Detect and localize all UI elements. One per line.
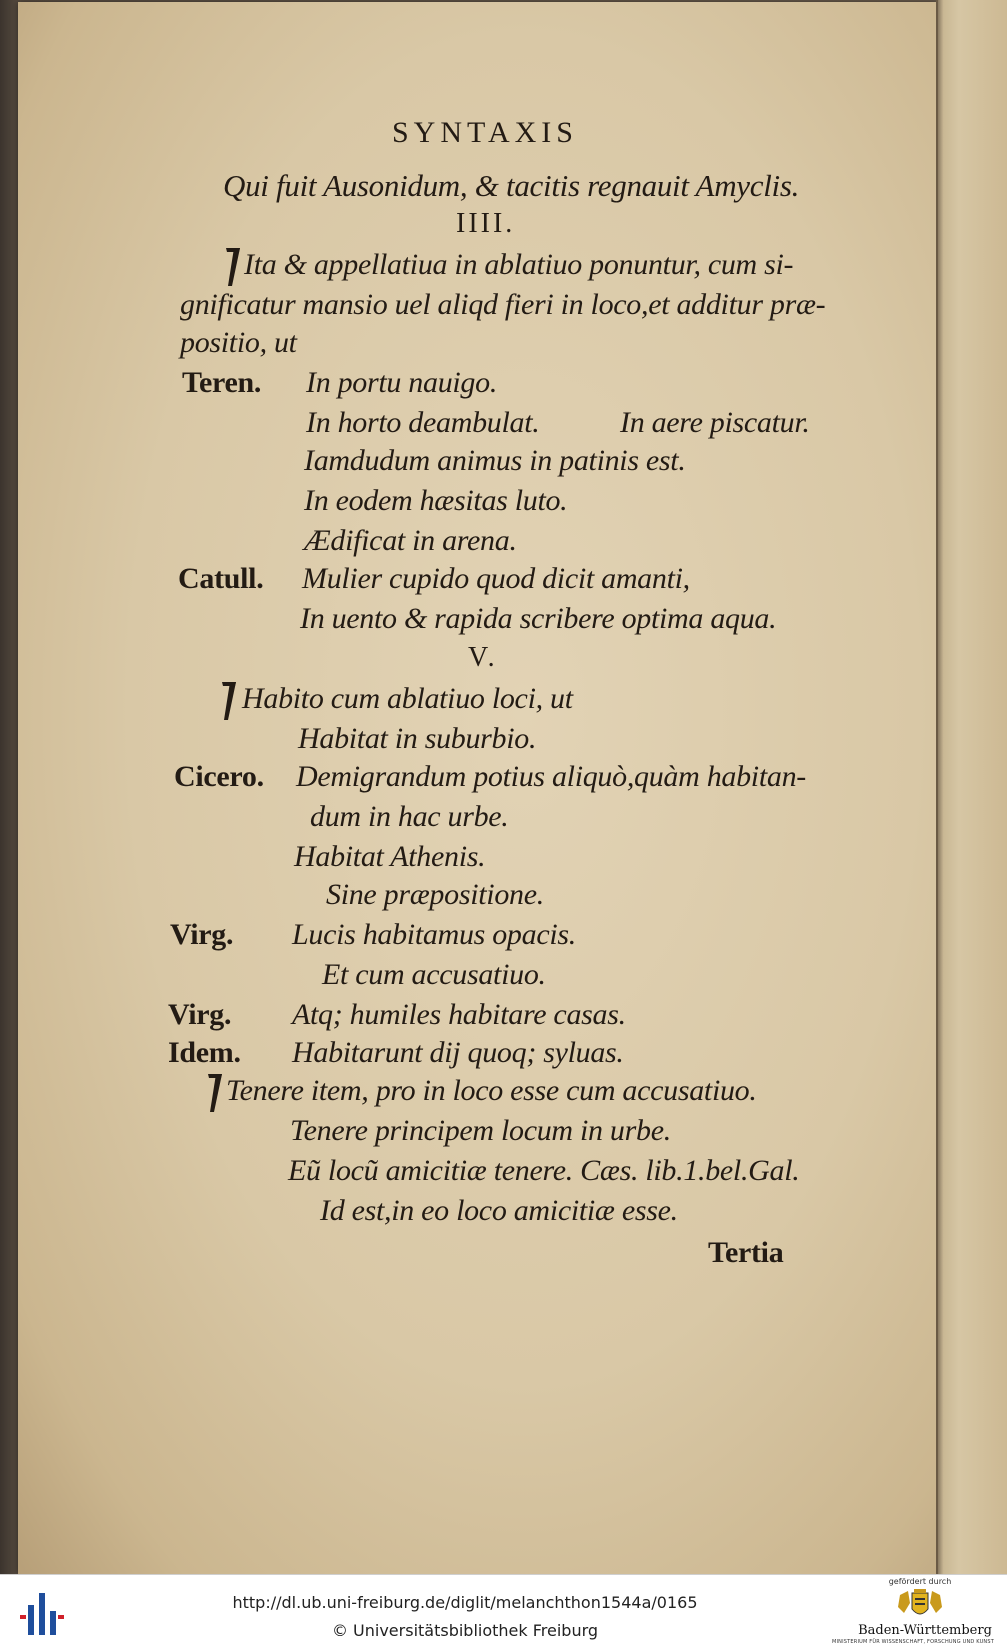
rule-line: gnificatur mansio uel aliqd fieri in loco,et additur præ- bbox=[180, 288, 826, 321]
pilcrow-icon bbox=[220, 246, 242, 288]
book-page bbox=[18, 2, 938, 1574]
copyright-text: © Universitätsbibliothek Freiburg bbox=[331, 1621, 599, 1640]
example-line: dum in hac urbe. bbox=[310, 800, 509, 833]
pilcrow-icon bbox=[216, 680, 238, 722]
author-label: Catull. bbox=[178, 562, 264, 595]
example-line: Mulier cupido quod dicit amanti, bbox=[302, 562, 690, 595]
example-line: Iamdudum animus in patinis est. bbox=[304, 444, 686, 477]
example-line: In eodem hæsitas luto. bbox=[304, 484, 568, 517]
example-line: Habitat Athenis. bbox=[294, 840, 486, 873]
footer-bar bbox=[0, 1574, 1007, 1649]
author-label: Teren. bbox=[182, 366, 262, 399]
verse-line: Qui fuit Ausonidum, & tacitis regnauit Amyclis. bbox=[223, 168, 800, 203]
example-line: In uento & rapida scribere optima aqua. bbox=[300, 602, 777, 635]
example-line: Habitat in suburbio. bbox=[298, 722, 537, 755]
rule-line: Habito cum ablatiuo loci, ut bbox=[242, 682, 573, 715]
page-url[interactable]: http://dl.ub.uni-freiburg.de/diglit/melanchthon1544a/0165 bbox=[232, 1593, 698, 1612]
example-line: In aere piscatur. bbox=[620, 406, 810, 439]
author-label: Virg. bbox=[170, 918, 234, 951]
funder-name: Baden-Württemberg bbox=[858, 1623, 992, 1638]
funding-label: gefördert durch bbox=[888, 1577, 952, 1586]
catchword: Tertia bbox=[708, 1236, 784, 1269]
author-label: Cicero. bbox=[174, 760, 264, 793]
example-line: Demigrandum potius aliquò,quàm habitan- bbox=[296, 760, 806, 793]
author-label: Idem. bbox=[168, 1036, 241, 1069]
example-line: Sine præpositione. bbox=[326, 878, 544, 911]
section-number: V. bbox=[468, 642, 498, 673]
section-number: IIII. bbox=[456, 208, 516, 239]
example-line: Ædificat in arena. bbox=[304, 524, 517, 557]
funder-subtitle: MINISTERIUM FÜR WISSENSCHAFT, FORSCHUNG UND KUNST bbox=[831, 1639, 995, 1645]
example-line: In portu nauigo. bbox=[306, 366, 498, 399]
example-line: Id est,in eo loco amicitiæ esse. bbox=[320, 1194, 678, 1227]
rule-line: Ita & appellatiua in ablatiuo ponuntur, cum si- bbox=[244, 248, 794, 281]
example-line: Eũ locũ amicitiæ tenere. Cæs. lib.1.bel.Gal. bbox=[288, 1154, 800, 1187]
rule-line: positio, ut bbox=[180, 326, 297, 359]
example-line: In horto deambulat. bbox=[306, 406, 540, 439]
baden-wuerttemberg-arms-icon bbox=[894, 1589, 946, 1621]
example-line: Atq; humiles habitare casas. bbox=[292, 998, 626, 1031]
example-line: Tenere principem locum in urbe. bbox=[290, 1114, 671, 1147]
pilcrow-icon bbox=[202, 1072, 224, 1114]
running-head: SYNTAXIS bbox=[392, 116, 578, 149]
ub-freiburg-logo-icon bbox=[20, 1591, 64, 1637]
example-line: Lucis habitamus opacis. bbox=[292, 918, 576, 951]
example-line: Habitarunt dij quoq; syluas. bbox=[292, 1036, 624, 1069]
example-line: Et cum accusatiuo. bbox=[322, 958, 546, 991]
author-label: Virg. bbox=[168, 998, 232, 1031]
rule-line: Tenere item, pro in loco esse cum accusatiuo. bbox=[226, 1074, 757, 1107]
next-page-edge bbox=[938, 0, 1007, 1574]
